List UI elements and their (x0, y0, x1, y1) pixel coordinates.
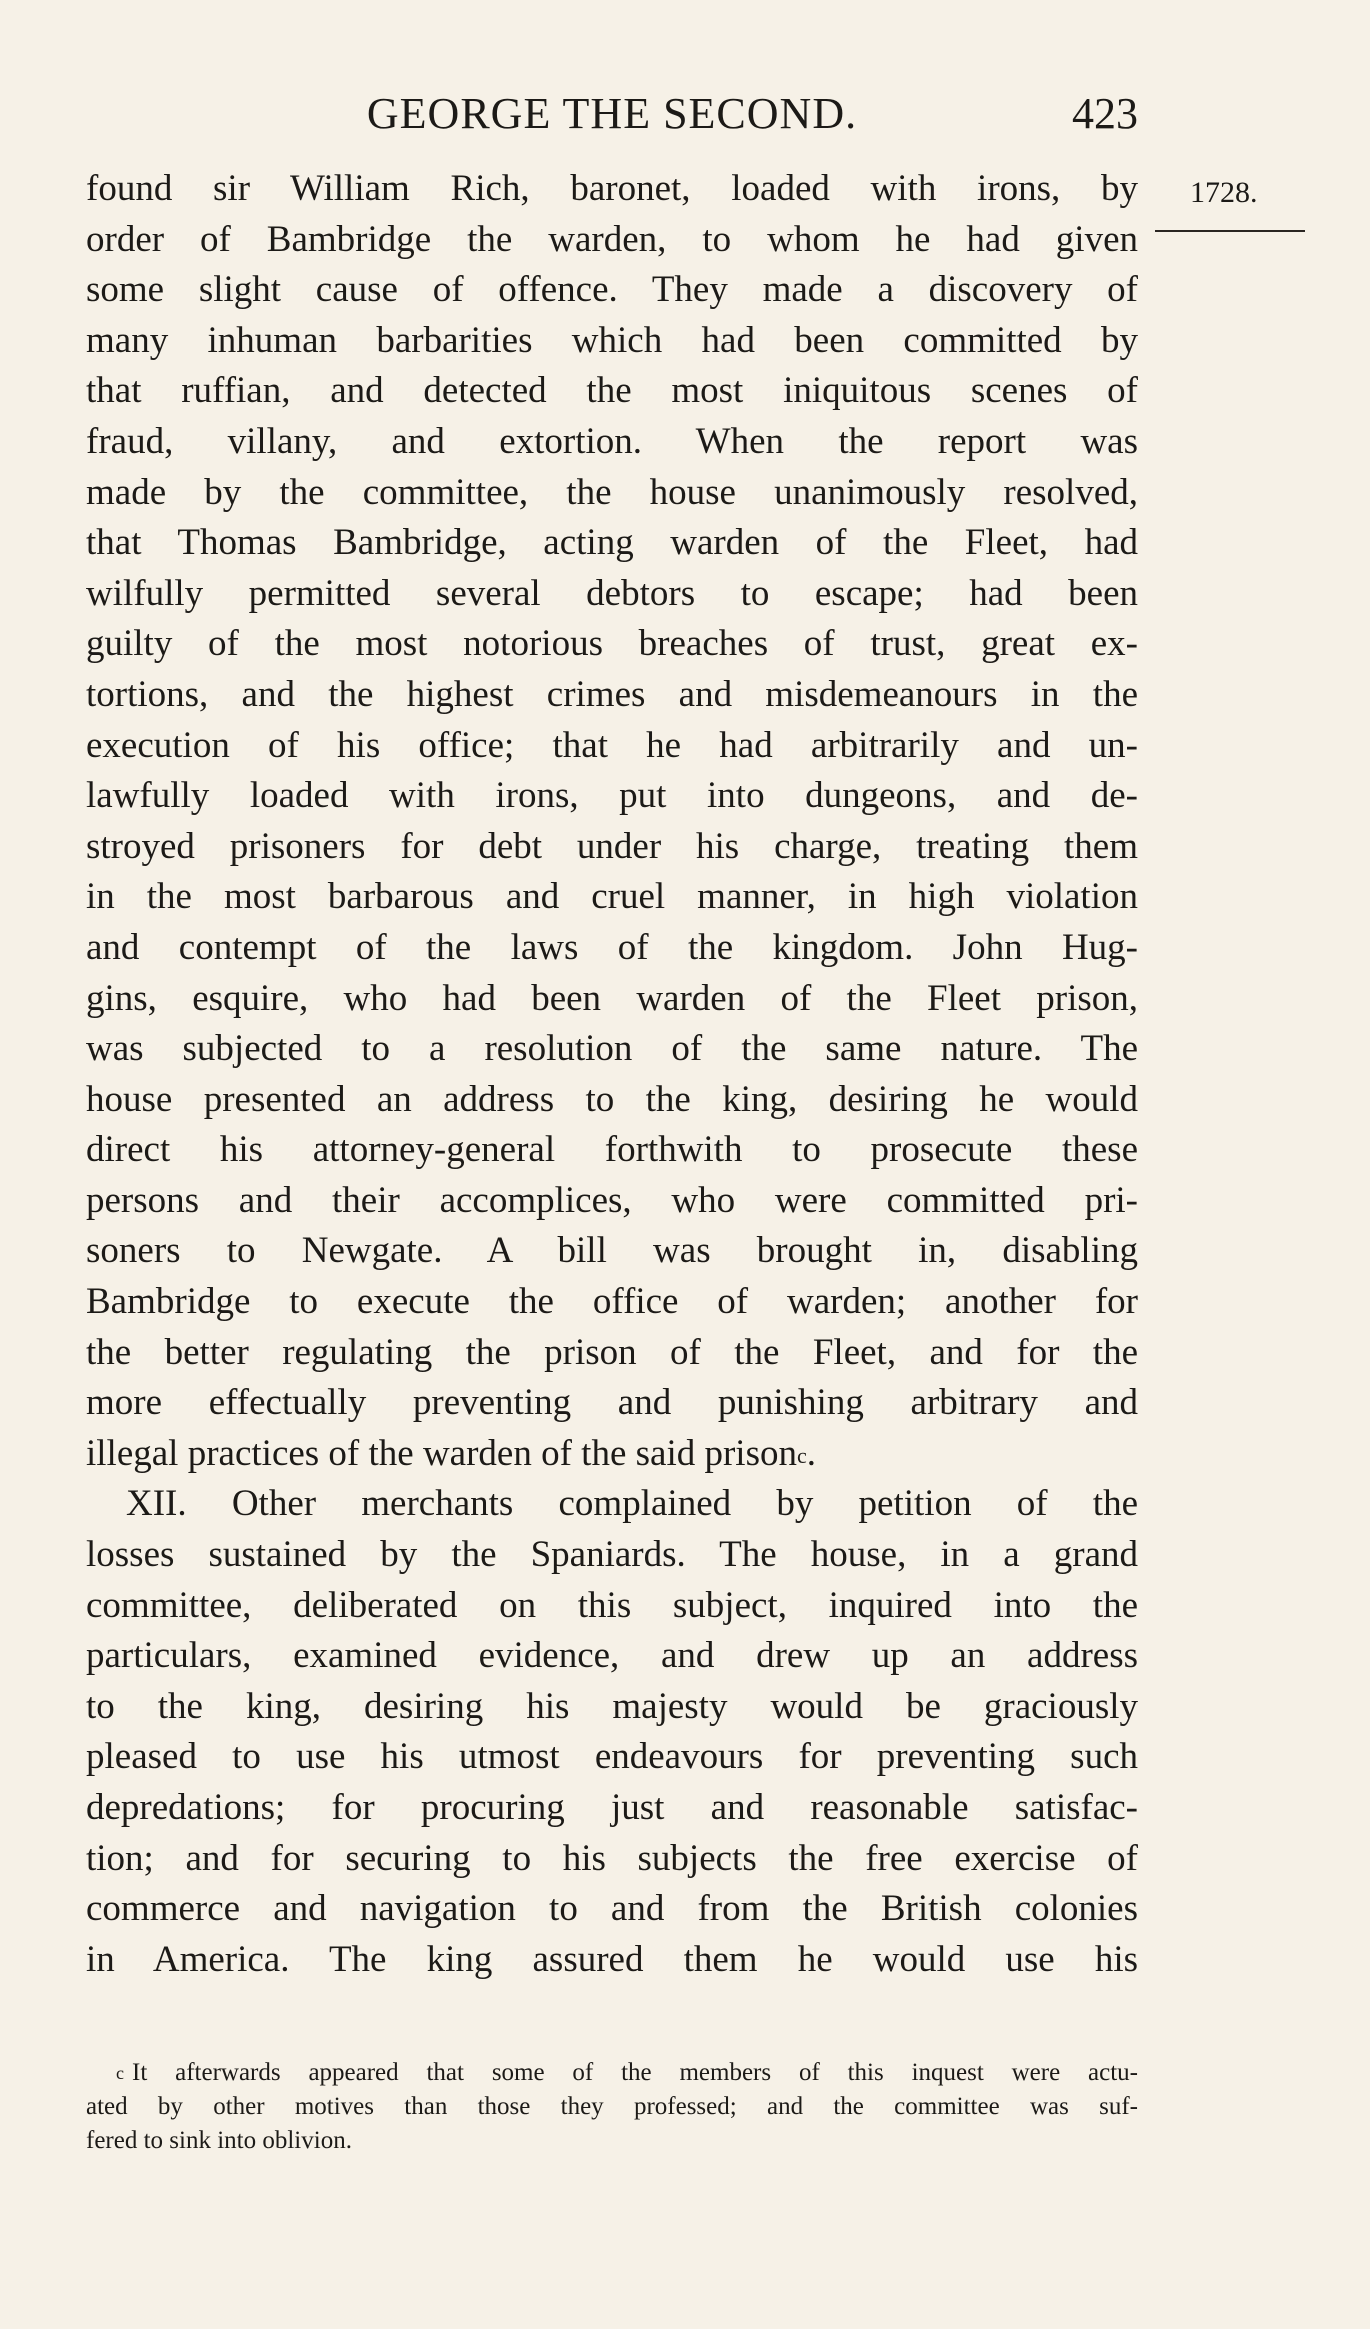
sentence-end: . (806, 1432, 816, 1474)
page-number: 423 (1072, 89, 1138, 138)
text-line-content: to the king, desiring his majesty would be graciously (86, 1685, 1138, 1727)
text-line-content: many inhuman barbarities which had been committed by (86, 319, 1138, 361)
text-line (86, 974, 1138, 1025)
text-line (86, 1479, 1138, 1530)
footnote-line (86, 2090, 1138, 2124)
text-line-content: order of Bambridge the warden, to whom he had given (86, 218, 1138, 260)
text-line (86, 1783, 1138, 1834)
text-line (86, 1732, 1138, 1783)
text-line-content: in America. The king assured them he would use his (86, 1938, 1138, 1980)
text-line (86, 721, 1138, 772)
text-line-content: execution of his office; that he had arbitrarily and un- (86, 724, 1138, 766)
text-line (86, 1530, 1138, 1581)
text-line-content: soners to Newgate. A bill was brought in, disabling (86, 1230, 1138, 1272)
text-line-content: persons and their accomplices, who were committed pri- (86, 1179, 1138, 1221)
text-line-content: particulars, examined evidence, and drew up an address (86, 1635, 1138, 1677)
text-line (86, 366, 1138, 417)
text-line (86, 316, 1138, 367)
text-line (86, 1429, 1138, 1480)
text-line-content: found sir William Rich, baronet, loaded with irons, by (86, 168, 1138, 209)
margin-year-note: 1728. (1190, 176, 1258, 209)
text-line (86, 164, 1138, 215)
text-line-content: direct his attorney-general forthwith to prosecute these (86, 1129, 1138, 1171)
footnote-line (86, 2124, 1138, 2158)
text-line-content: more effectually preventing and punishing arbitrary and (86, 1382, 1138, 1424)
text-line (86, 771, 1138, 822)
text-line (86, 1024, 1138, 1075)
footnote-line (86, 2056, 1138, 2090)
margin-rule (1155, 230, 1305, 232)
text-line (86, 822, 1138, 873)
text-line-content: lawfully loaded with irons, put into dungeons, and de- (86, 775, 1138, 817)
text-line (86, 1834, 1138, 1885)
text-line (86, 569, 1138, 620)
text-line-content: illegal practices of the warden of the said prison (86, 1432, 797, 1474)
text-line-content: house presented an address to the king, desiring he would (86, 1078, 1138, 1120)
text-line-content: pleased to use his utmost endeavours for preventing such (86, 1736, 1138, 1778)
text-line (86, 518, 1138, 569)
footnote-line-content: ated by other motives than those they professed; and the committee was suf- (86, 2093, 1138, 2120)
text-line-content: was subjected to a resolution of the same nature. The (86, 1028, 1138, 1070)
text-line-content: made by the committee, the house unanimously resolved, (86, 471, 1138, 513)
text-line (86, 1277, 1138, 1328)
text-line-content: in the most barbarous and cruel manner, in high violation (86, 876, 1138, 918)
text-line (86, 1328, 1138, 1379)
text-line (86, 417, 1138, 468)
running-title: GEORGE THE SECOND. (366, 89, 858, 138)
text-line (86, 1125, 1138, 1176)
text-line-content: fraud, villany, and extortion. When the report was (86, 420, 1138, 462)
text-line (86, 1935, 1138, 1986)
footnote-mark: c (116, 2063, 124, 2083)
body-text (86, 164, 1138, 1985)
text-line (86, 1378, 1138, 1429)
footnote-line-content: fered to sink into oblivion. (86, 2127, 352, 2154)
text-line-content: and contempt of the laws of the kingdom. John Hug- (86, 926, 1138, 968)
text-line (86, 1631, 1138, 1682)
text-line (86, 1176, 1138, 1227)
text-line-content: depredations; for procuring just and reasonable satisfac- (86, 1787, 1138, 1828)
text-line-content: some slight cause of offence. They made a discovery of (86, 269, 1138, 311)
footnote (86, 2056, 1138, 2158)
text-line-content: tortions, and the highest crimes and misdemeanours in the (86, 673, 1138, 715)
text-line (86, 1226, 1138, 1277)
footnote-reference[interactable]: c (796, 1442, 807, 1468)
text-line (86, 1075, 1138, 1126)
text-line-content: that ruffian, and detected the most iniquitous scenes of (86, 370, 1138, 412)
text-line (86, 215, 1138, 266)
text-line (86, 1682, 1138, 1733)
text-line (86, 468, 1138, 519)
text-line-content: commerce and navigation to and from the British colonies (86, 1888, 1138, 1930)
text-line (86, 619, 1138, 670)
text-line-content: losses sustained by the Spaniards. The house, in a grand (86, 1534, 1138, 1576)
text-line-content: gins, esquire, who had been warden of the Fleet prison, (86, 977, 1138, 1019)
text-line-content: Bambridge to execute the office of warden; another for (86, 1281, 1138, 1323)
text-line-content: committee, deliberated on this subject, inquired into the (86, 1584, 1138, 1626)
text-line-content: that Thomas Bambridge, acting warden of the Fleet, had (86, 522, 1138, 564)
text-line (86, 265, 1138, 316)
text-line-content: stroyed prisoners for debt under his charge, treating them (86, 825, 1138, 867)
text-line (86, 670, 1138, 721)
text-line-content: wilfully permitted several debtors to escape; had been (86, 572, 1138, 614)
footnote-line-content: It afterwards appeared that some of the members of this inquest were actu- (132, 2059, 1138, 2086)
text-line (86, 923, 1138, 974)
text-line-content: tion; and for securing to his subjects the free exercise of (86, 1837, 1138, 1879)
text-line-content: XII. Other merchants complained by petition of the (126, 1483, 1138, 1525)
text-line (86, 1884, 1138, 1935)
text-line (86, 872, 1138, 923)
text-line (86, 1581, 1138, 1632)
text-line-content: guilty of the most notorious breaches of trust, great ex- (86, 623, 1138, 665)
text-line-content: the better regulating the prison of the Fleet, and for the (86, 1331, 1138, 1373)
page-header (86, 88, 1138, 148)
